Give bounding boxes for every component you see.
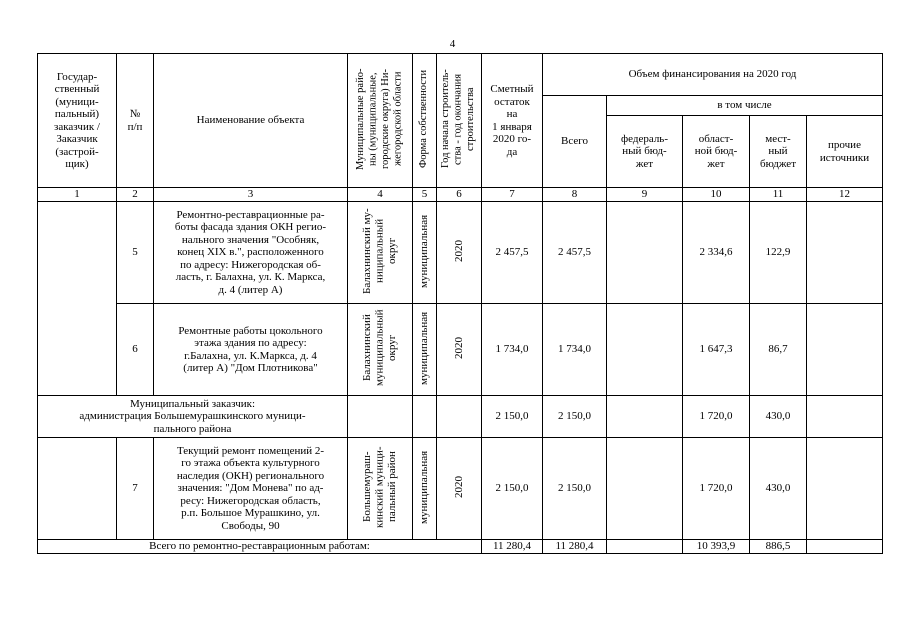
regional-cell: 1 720,0 [683,438,750,540]
total-cell: 2 150,0 [543,396,607,438]
district-cell: Большемураш- кинский муници- пальный район [348,438,413,540]
row-number: 6 [117,304,154,396]
year-cell: 2020 [437,304,482,396]
table-row [38,438,883,540]
table-row [38,202,883,304]
customer-cell-empty [38,438,117,540]
column-numbers-row [38,188,883,202]
object-name: Текущий ремонт помещений 2- го этажа объекта культурного наследия (ОКН) регионального значения: "Дом Монева" по ад- ресу: Нижегородская область, р.п. Большое Мурашкино, ул. Свободы, 90 [154,438,348,540]
empty-cell [807,396,883,438]
ownership-cell: муниципальная [413,304,437,396]
row-number: 7 [117,438,154,540]
header-object-name: Наименование объекта [154,54,348,188]
column-number: 8 [543,188,607,202]
header-ownership: Форма собственности [413,54,437,188]
header-regional: област- ной бюд- жет [683,116,750,188]
federal-cell [607,438,683,540]
empty-cell [413,396,437,438]
header-customer: Государ- ственный (муници- пальный) заказчик / Заказчик (застрой- щик) [38,54,117,188]
year-cell: 2020 [437,438,482,540]
column-number: 7 [482,188,543,202]
header-other: прочие источники [807,116,883,188]
funding-table [37,53,883,554]
column-number: 2 [117,188,154,202]
empty-cell [607,540,683,554]
header-federal: федераль- ный бюд- жет [607,116,683,188]
empty-cell [807,540,883,554]
column-number: 12 [807,188,883,202]
federal-cell [607,202,683,304]
total-cell: 11 280,4 [543,540,607,554]
grand-total-row [38,540,883,554]
row-number: 5 [117,202,154,304]
column-number: 4 [348,188,413,202]
column-number: 9 [607,188,683,202]
regional-cell: 1 647,3 [683,304,750,396]
header-num: № п/п [117,54,154,188]
other-cell [807,202,883,304]
grand-total-label: Всего по ремонтно-реставрационным работам: [38,540,482,554]
header-funding: Объем финансирования на 2020 год [543,54,883,96]
federal-cell [607,304,683,396]
column-number: 3 [154,188,348,202]
regional-cell: 1 720,0 [683,396,750,438]
page-number: 4 [449,38,456,50]
remainder-cell: 11 280,4 [482,540,543,554]
remainder-cell: 2 150,0 [482,438,543,540]
customer-cell-empty [38,202,117,396]
regional-cell: 10 393,9 [683,540,750,554]
local-cell: 430,0 [750,396,807,438]
total-cell: 1 734,0 [543,304,607,396]
table-row [38,304,883,396]
column-number: 10 [683,188,750,202]
header-district: Муниципальные райо- ны (муниципальные, городские округа) Ни- жегородской области [348,54,413,188]
header-including: в том числе [607,96,883,116]
other-cell [807,304,883,396]
column-number: 11 [750,188,807,202]
ownership-cell: муниципальная [413,202,437,304]
local-cell: 86,7 [750,304,807,396]
header-years: Год начала строитель- ства - год окончания строительства [437,54,482,188]
empty-cell [437,396,482,438]
empty-cell [348,396,413,438]
header-local: мест- ный бюджет [750,116,807,188]
municipal-customer-label: Муниципальный заказчик: администрация Большемурашкинского муници- пального района [38,396,348,438]
remainder-cell: 2 457,5 [482,202,543,304]
regional-cell: 2 334,6 [683,202,750,304]
remainder-cell: 2 150,0 [482,396,543,438]
column-number: 6 [437,188,482,202]
total-cell: 2 457,5 [543,202,607,304]
empty-cell [607,396,683,438]
district-cell: Балахнинский муниципальный округ [348,304,413,396]
object-name: Ремонтные работы цокольного этажа здания по адресу: г.Балахна, ул. К.Маркса, д. 4 (литер А) "Дом Плотникова" [154,304,348,396]
local-cell: 122,9 [750,202,807,304]
local-cell: 430,0 [750,438,807,540]
column-number: 1 [38,188,117,202]
local-cell: 886,5 [750,540,807,554]
column-number: 5 [413,188,437,202]
customer-summary-row [38,396,883,438]
total-cell: 2 150,0 [543,438,607,540]
other-cell [807,438,883,540]
ownership-cell: муниципальная [413,438,437,540]
object-name: Ремонтно-реставрационные ра- боты фасада здания ОКН регио- нального значения "Особняк, конец XIX в.", расположенного по адресу: Нижегородская об- ласть, г. Балахна, ул. К. Маркса, д. 4 (литер А) [154,202,348,304]
year-cell: 2020 [437,202,482,304]
remainder-cell: 1 734,0 [482,304,543,396]
header-remainder: Сметный остаток на 1 января 2020 го- да [482,54,543,188]
district-cell: Балахнинский му- ниципальный округ [348,202,413,304]
header-total: Всего [543,96,607,188]
